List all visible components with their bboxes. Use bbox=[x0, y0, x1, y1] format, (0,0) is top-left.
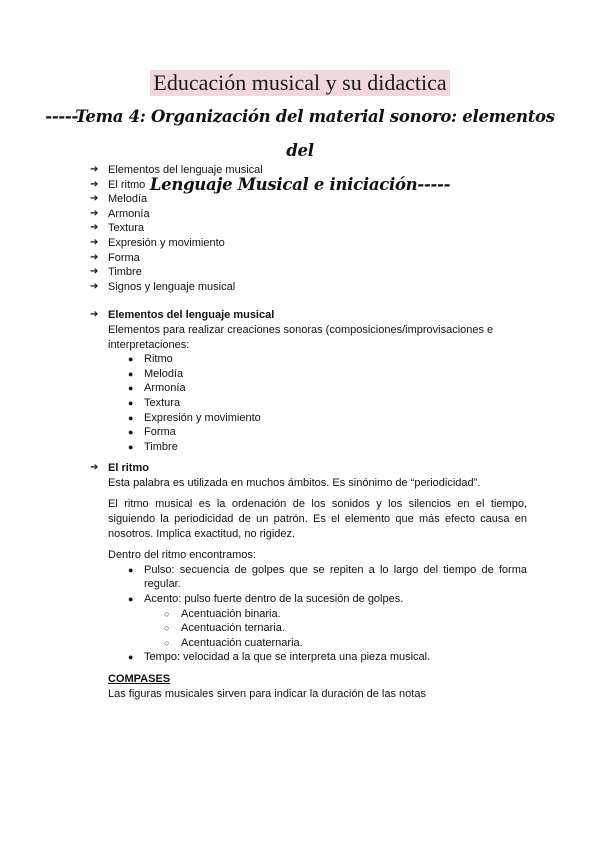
paragraph: Esta palabra es utilizada en muchos ámbitos. Es sinónimo de “periodicidad”. bbox=[108, 476, 481, 489]
list-item: ● Ritmo bbox=[128, 353, 173, 366]
list-item: ● Timbre bbox=[128, 440, 178, 453]
list-item: ➔ Melodía bbox=[90, 193, 148, 206]
list-item: ● Tempo: velocidad a la que se interpreta una pieza musical. bbox=[128, 651, 431, 664]
list-item: ○ Acentuación ternaria. bbox=[164, 622, 285, 635]
bullet-icon: ● bbox=[128, 397, 134, 408]
list-item: ➔ Elementos del lenguaje musical bbox=[90, 164, 263, 176]
list-item: ➔ Forma bbox=[90, 251, 140, 264]
list-item: ● Forma bbox=[128, 426, 176, 439]
list-item: ● Melodía bbox=[128, 367, 184, 380]
list-item: ➔ Signos y lenguaje musical bbox=[90, 280, 236, 293]
arrow-icon: ➔ bbox=[90, 280, 99, 292]
subtitle-line-2: Lenguaje Musical e iniciación----- bbox=[149, 175, 451, 194]
list-item: ● Textura bbox=[128, 396, 181, 409]
section-elementos bbox=[0, 308, 527, 454]
list-item: ➔ Timbre bbox=[90, 266, 142, 279]
paragraph: Las figuras musicales sirven para indicar la duración de las notas bbox=[108, 687, 426, 700]
arrow-icon: ➔ bbox=[90, 236, 99, 248]
ritmo-list bbox=[108, 563, 527, 607]
list-item: ● Armonía bbox=[128, 382, 186, 395]
bullet-icon: ● bbox=[128, 594, 134, 605]
elementos-list bbox=[108, 352, 527, 454]
list-item: ➔ Expresión y movimiento bbox=[90, 236, 225, 249]
subtitle-line-1: -----Tema 4: Organización del material sonoro: elementos del bbox=[45, 107, 555, 160]
arrow-icon: ➔ bbox=[90, 309, 99, 321]
bullet-icon: ● bbox=[128, 354, 134, 365]
page-title: Educación musical y su didactica bbox=[150, 70, 449, 96]
bullet-icon: ● bbox=[128, 383, 134, 394]
section-heading: Elementos del lenguaje musical bbox=[108, 309, 275, 322]
paragraph: Dentro del ritmo encontramos: bbox=[108, 549, 256, 562]
circle-bullet-icon: ○ bbox=[164, 637, 170, 648]
list-item: ○ Acentuación cuaternaria. bbox=[164, 636, 303, 649]
list-item: ● Expresión y movimiento bbox=[128, 411, 261, 424]
list-item: ➔ Armonía bbox=[90, 207, 150, 220]
section-intro: Elementos para realizar creaciones sonoras (composiciones/improvisaciones e interpretaciones: bbox=[108, 323, 494, 351]
topic-list bbox=[0, 163, 600, 294]
bullet-icon: ● bbox=[128, 368, 134, 379]
arrow-icon: ➔ bbox=[90, 193, 99, 205]
bullet-icon: ● bbox=[128, 427, 134, 438]
bullet-icon: ● bbox=[128, 441, 134, 452]
arrow-icon: ➔ bbox=[90, 251, 99, 263]
arrow-icon: ➔ bbox=[90, 462, 99, 474]
paragraph: El ritmo musical es la ordenación de los sonidos y los silencios en el tiempo, siguiendo la periodicidad de un patrón. Es el elemento que más efecto causa en nosotros. Implica exactitud, no rigidez. bbox=[108, 498, 527, 540]
list-item: ➔ El ritmo bbox=[90, 178, 146, 191]
circle-bullet-icon: ○ bbox=[164, 623, 170, 634]
bullet-icon: ● bbox=[128, 564, 134, 575]
arrow-icon: ➔ bbox=[90, 222, 99, 234]
ritmo-list-tempo bbox=[108, 650, 527, 665]
arrow-icon: ➔ bbox=[90, 164, 99, 175]
section-heading: El ritmo bbox=[108, 462, 149, 475]
compases-heading: COMPASES bbox=[108, 673, 171, 685]
title-wrap bbox=[0, 70, 600, 96]
list-item: ○ Acentuación binaria. bbox=[164, 607, 281, 620]
document-body bbox=[0, 163, 600, 701]
section-ritmo bbox=[0, 461, 527, 701]
circle-bullet-icon: ○ bbox=[164, 608, 170, 619]
bullet-icon: ● bbox=[128, 412, 134, 423]
acentuacion-list bbox=[108, 607, 527, 651]
list-item: ● Acento: pulso fuerte dentro de la sucesión de golpes. bbox=[128, 593, 404, 606]
arrow-icon: ➔ bbox=[90, 178, 99, 190]
arrow-icon: ➔ bbox=[90, 207, 99, 219]
bullet-icon: ● bbox=[128, 652, 134, 663]
arrow-icon: ➔ bbox=[90, 266, 99, 278]
list-item: ➔ Textura bbox=[90, 222, 145, 235]
list-item: ● Pulso: secuencia de golpes que se repiten a lo largo del tiempo de forma regular. bbox=[128, 563, 527, 591]
